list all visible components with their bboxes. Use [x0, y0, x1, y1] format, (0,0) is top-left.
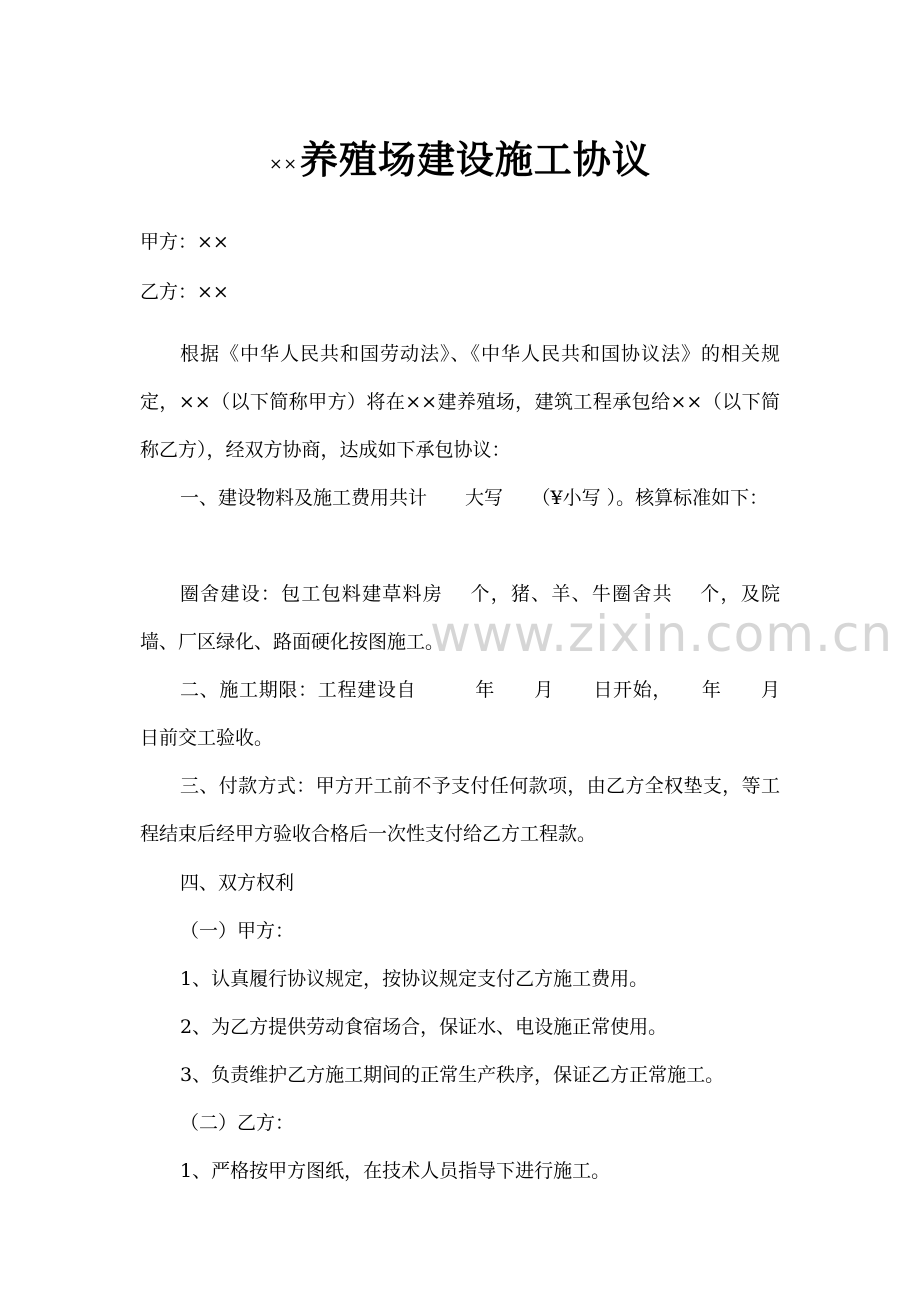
party-a-item-1: 1、认真履行协议规定，按协议规定支付乙方施工费用。: [180, 968, 649, 990]
party-b-item-1: 1、严格按甲方图纸，在技术人员指导下进行施工。: [180, 1160, 611, 1182]
party-b-section: （二）乙方：: [180, 1112, 295, 1134]
document-title: [0, 136, 920, 188]
clause-2: 二、施工期限：工程建设自 年 月 日开始， 年 月 日前交工验收。: [140, 679, 819, 749]
party-a-item-2: 2、为乙方提供劳动食宿场合，保证水、电设施正常使用。: [180, 1016, 668, 1038]
title-text: 养殖场建设施工协议: [299, 137, 651, 182]
intro-paragraph: 根据《中华人民共和国劳动法》、《中华人民共和国协议法》的相关规定，××（以下简称甲方）将在××建养殖场，建筑工程承包给××（以下简称乙方），经双方协商，达成如下承包协议：: [140, 343, 780, 461]
title-prefix: ××: [269, 153, 298, 173]
party-a: 甲方：××: [140, 231, 229, 253]
clause-1: 一、建设物料及施工费用共计 大写 （¥小写 ）。核算标准如下：: [180, 487, 769, 509]
party-b: 乙方：××: [140, 281, 229, 303]
clause-4-heading: 四、双方权利: [180, 872, 295, 894]
clause-3: 三、付款方式：甲方开工前不予支付任何款项，由乙方全权垫支，等工程结束后经甲方验收合格后一次性支付给乙方工程款。: [140, 775, 780, 845]
party-a-item-3: 3、负责维护乙方施工期间的正常生产秩序，保证乙方正常施工。: [180, 1064, 725, 1086]
party-a-section: （一）甲方：: [180, 920, 295, 942]
clause-1-detail: 圈舍建设：包工包料建草料房 个，猪、羊、牛圈舍共 个，及院墙、厂区绿化、路面硬化按图施工。: [140, 583, 780, 653]
watermark: www.zixin.com.cn: [430, 605, 894, 663]
